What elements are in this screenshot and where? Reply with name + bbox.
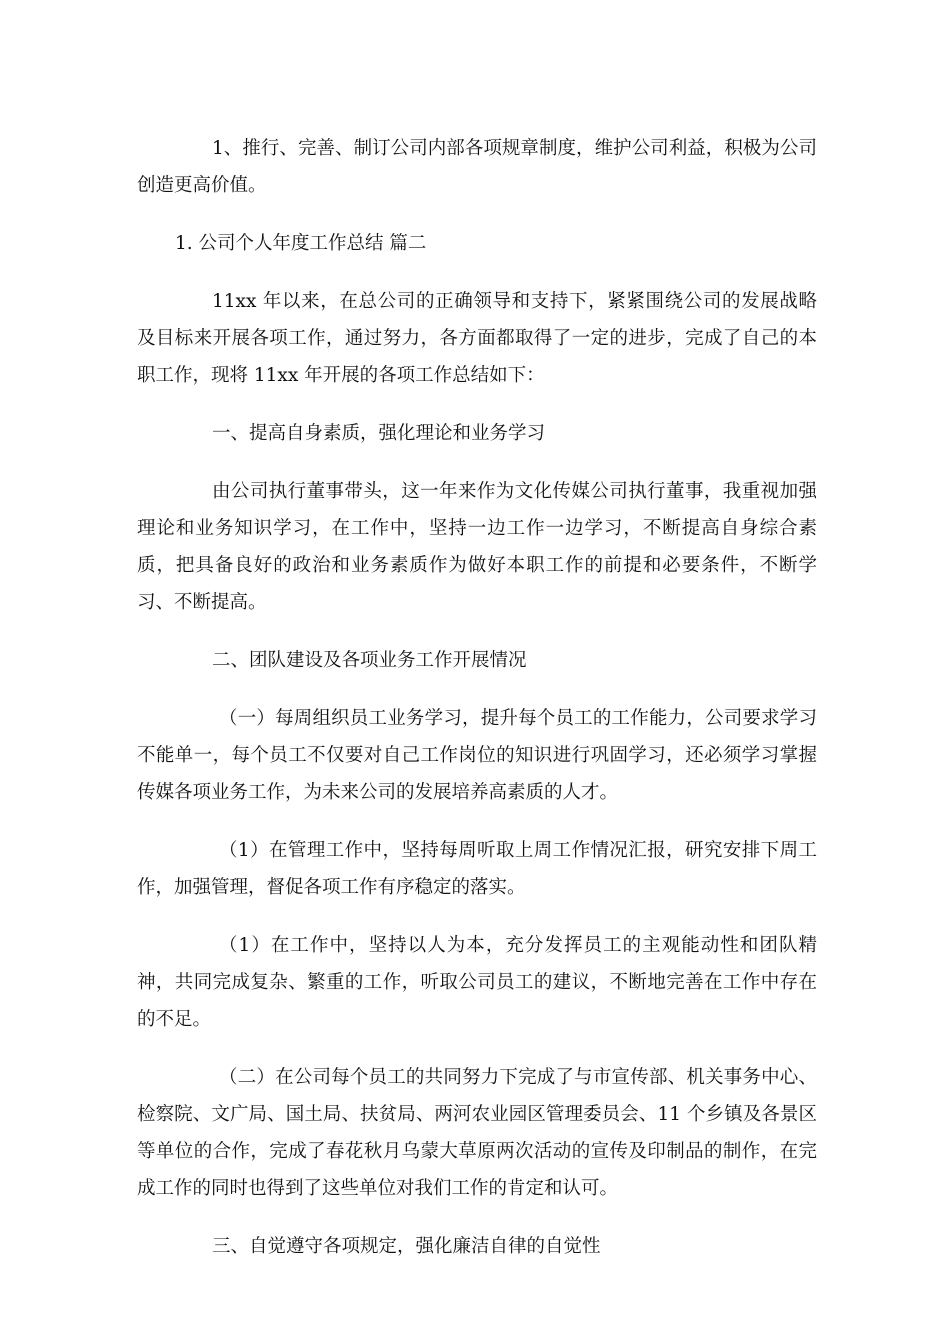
- section-title-part-two: 1. 公司个人年度工作总结 篇二: [175, 233, 427, 254]
- heading-team-building: 二、团队建设及各项业务工作开展情况: [212, 650, 527, 671]
- paragraph-weekly-training: （一）每周组织员工业务学习，提升每个员工的工作能力，公司要求学习不能单一，每个员工不仅要对自己工作岗位的知识进行巩固学习，还必须学习掌握传媒各项业务工作，为未来公司的发展培养高素质的人才。: [137, 708, 817, 803]
- paragraph-learning: 由公司执行董事带头，这一年来作为文化传媒公司执行董事，我重视加强理论和业务知识学习，在工作中，坚持一边工作一边学习，不断提高自身综合素质，把具备良好的政治和业务素质作为做好本职工作的前提和必要条件，不断学习、不断提高。: [137, 481, 817, 613]
- heading-self-discipline: 三、自觉遵守各项规定，强化廉洁自律的自觉性: [212, 1236, 601, 1257]
- paragraph-intro: 11xx 年以来，在总公司的正确领导和支持下，紧紧围绕公司的发展战略及目标来开展各项工作，通过努力，各方面都取得了一定的进步，完成了自己的本职工作，现将 11xx 年开展的各项工作总结如下：: [137, 291, 817, 386]
- document-body: [137, 130, 817, 1286]
- paragraph-people-oriented: （1）在工作中，坚持以人为本，充分发挥员工的主观能动性和团队精神，共同完成复杂、繁重的工作，听取公司员工的建议，不断地完善在工作中存在的不足。: [137, 935, 817, 1030]
- paragraph-company-rules: 1、推行、完善、制订公司内部各项规章制度，维护公司利益，积极为公司创造更高价值。: [137, 138, 817, 196]
- heading-improve-quality: 一、提高自身素质，强化理论和业务学习: [212, 423, 546, 444]
- paragraph-cooperation: （二）在公司每个员工的共同努力下完成了与市宣传部、机关事务中心、检察院、文广局、国土局、扶贫局、两河农业园区管理委员会、11 个乡镇及各景区等单位的合作，完成了春花秋月乌蒙大草原两次活动的宣传及印制品的制作，在完成工作的同时也得到了这些单位对我们工作的肯定和认可。: [137, 1067, 817, 1199]
- paragraph-management-work: （1）在管理工作中，坚持每周听取上周工作情况汇报，研究安排下周工作，加强管理，督促各项工作有序稳定的落实。: [137, 840, 817, 898]
